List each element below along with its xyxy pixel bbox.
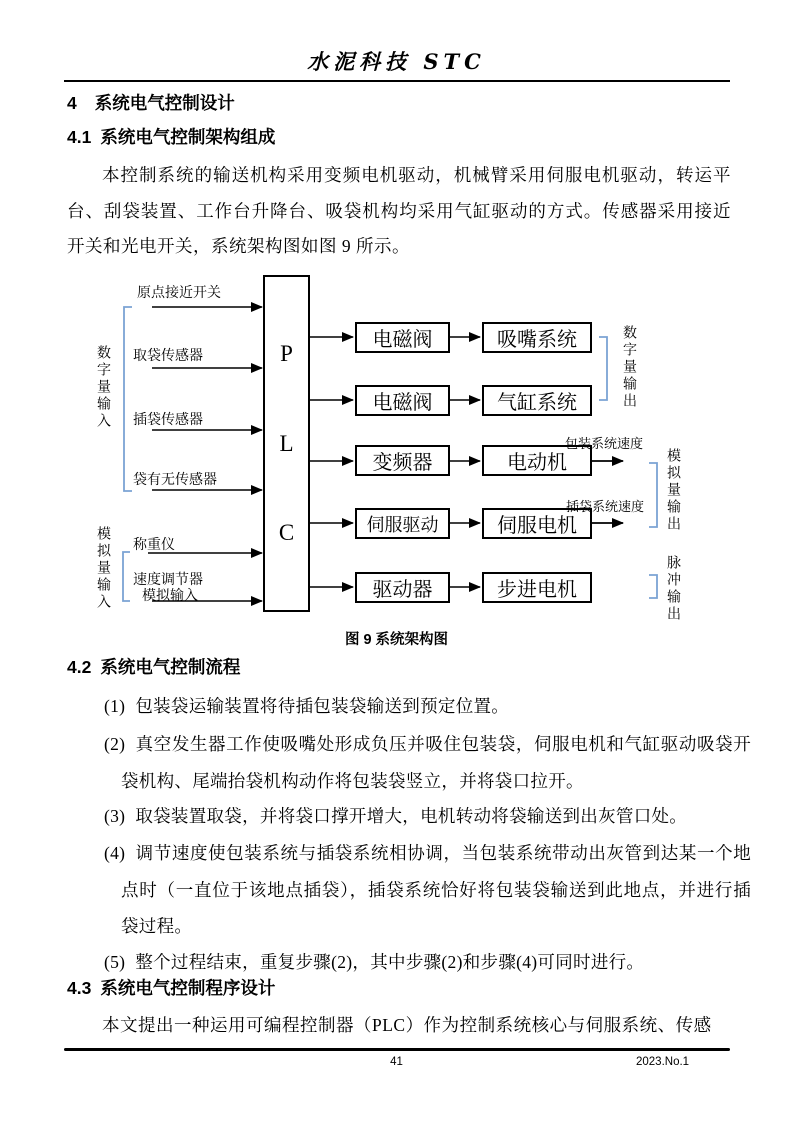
input-label-bag-pick-sensor: 取袋传感器 — [133, 349, 203, 364]
driver-actuator-arrows — [450, 337, 480, 587]
plc-box — [263, 275, 310, 612]
input-label-weighing-instrument: 称重仪 — [133, 538, 175, 553]
input-label-analog-input: 模拟输入 — [142, 589, 198, 604]
input-label-bag-insert-sensor: 插袋传感器 — [133, 413, 203, 428]
section-4-2-heading — [67, 654, 240, 679]
actuator-box-motor: 电动机 — [482, 445, 592, 476]
actuator-box-stepper-motor: 步进电机 — [482, 572, 592, 603]
group-label-analog-output: 模拟量输出 — [665, 448, 680, 533]
label-packing-system-speed: 包装系统速度 — [565, 436, 644, 451]
section-title: 系统电气控制程序设计 — [100, 978, 276, 998]
process-step-4 — [104, 835, 751, 945]
section-title: 系统电气控制设计 — [94, 93, 235, 113]
process-step-2 — [104, 726, 751, 799]
input-label-bag-presence-sensor: 袋有无传感器 — [133, 473, 217, 488]
header-rule — [64, 80, 730, 82]
digital-input-bracket — [124, 307, 132, 491]
section-4-1-heading — [67, 124, 275, 149]
plc-letter: L — [279, 430, 294, 456]
section-4-1-paragraph: 本控制系统的输送机构采用变频电机驱动，机械臂采用伺服电机驱动，转运平台、刮袋装置、工作台升降台、吸袋机构均采用气缸驱动的方式。传感器采用接近开关和光电开关，系统架构图如图 9 所示。 — [67, 165, 731, 256]
process-step-1 — [104, 688, 751, 725]
step-marker: (2) — [104, 734, 126, 754]
issue-label: 2023.No.1 — [636, 1056, 690, 1068]
digital-output-bracket — [599, 337, 607, 400]
footer-rule — [64, 1048, 730, 1051]
plc-letter: P — [280, 340, 293, 366]
step-text: 取袋装置取袋，并将袋口撑开增大，电机转动将袋输送到出灰管口处。 — [135, 806, 688, 826]
section-4-3-paragraph: 本文提出一种运用可编程控制器（PLC）作为控制系统核心与伺服系统、传感 — [102, 1015, 712, 1035]
group-label-digital-input: 数字量输入 — [95, 345, 110, 430]
figure-caption: 图 9 系统架构图 — [344, 632, 449, 648]
section-title: 系统电气控制流程 — [100, 657, 241, 677]
actuator-box-servo-motor: 伺服电机 — [482, 508, 592, 539]
group-label-digital-output: 数字量输出 — [621, 325, 636, 410]
actuator-box-cylinder: 气缸系统 — [482, 385, 592, 416]
journal-title: 水泥科技 STC — [307, 49, 486, 74]
step-marker: (4) — [104, 843, 126, 863]
plc-letter: C — [278, 520, 295, 546]
system-architecture-diagram — [0, 270, 793, 630]
driver-box-solenoid-2: 电磁阀 — [355, 385, 450, 416]
section-4-3-heading — [67, 975, 275, 1000]
section-number: 4.2 — [67, 657, 92, 677]
analog-input-bracket — [123, 552, 130, 601]
label-bag-insert-system-speed: 插袋系统速度 — [566, 499, 645, 514]
group-label-analog-input: 模拟量输入 — [95, 526, 110, 611]
analog-output-bracket — [649, 463, 657, 527]
section-number: 4 — [67, 93, 77, 113]
step-marker: (1) — [104, 696, 126, 716]
step-text: 整个过程结束，重复步骤(2)，其中步骤(2)和步骤(4)可同时进行。 — [135, 952, 645, 972]
driver-box-servo-drive: 伺服驱动 — [355, 508, 450, 539]
driver-box-stepper-drive: 驱动器 — [355, 572, 450, 603]
plc-output-arrows — [310, 337, 353, 587]
actuator-box-nozzle: 吸嘴系统 — [482, 322, 592, 353]
pulse-output-bracket — [649, 575, 657, 598]
driver-box-inverter: 变频器 — [355, 445, 450, 476]
section-number: 4.1 — [67, 127, 92, 147]
step-text: 真空发生器工作使吸嘴处形成负压并吸住包装袋，伺服电机和气缸驱动吸袋开袋机构、尾端抬袋机构动作将包装袋竖立，并将袋口拉开。 — [121, 734, 751, 791]
step-text: 调节速度使包装系统与插袋系统相协调，当包装系统带动出灰管到达某一个地点时（一直位于该地点插袋），插袋系统恰好将包装袋输送到此地点，并进行插袋过程。 — [121, 843, 751, 936]
step-text: 包装袋运输装置将待插包装袋输送到预定位置。 — [135, 696, 510, 716]
process-step-3 — [104, 798, 751, 835]
section-number: 4.3 — [67, 978, 92, 998]
step-marker: (3) — [104, 806, 126, 826]
section-title: 系统电气控制架构组成 — [100, 127, 276, 147]
input-label-speed-regulator: 速度调节器 — [133, 573, 203, 588]
section-4-heading — [67, 90, 235, 115]
input-label-origin-proximity-switch: 原点接近开关 — [137, 286, 221, 301]
group-label-pulse-output: 脉冲输出 — [665, 555, 680, 623]
driver-box-solenoid-1: 电磁阀 — [355, 322, 450, 353]
page-number: 41 — [390, 1056, 403, 1068]
step-marker: (5) — [104, 952, 126, 972]
